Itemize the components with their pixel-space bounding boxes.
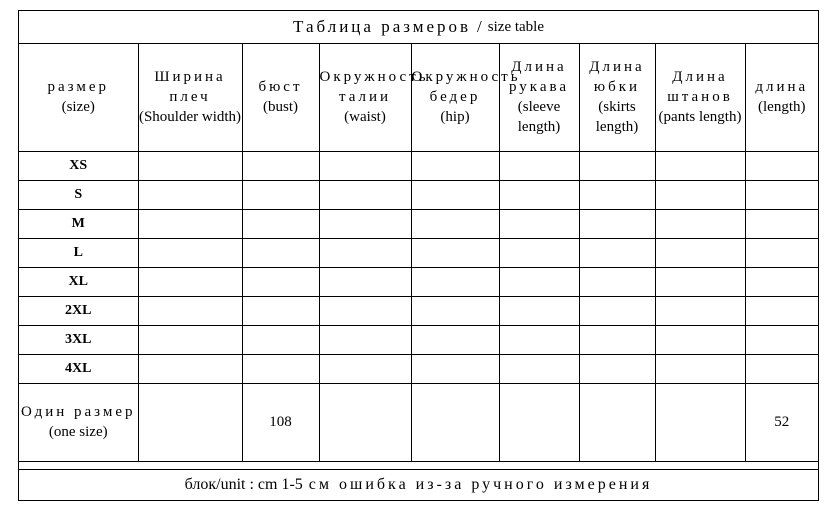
table-cell: [745, 296, 818, 325]
table-cell: [138, 296, 242, 325]
table-cell: [655, 354, 745, 383]
table-title: [19, 11, 818, 44]
col-header-shoulder: Ширина плеч (Shoulder width): [138, 43, 242, 151]
table-cell: [655, 296, 745, 325]
table-cell: [655, 325, 745, 354]
footer-note: [19, 469, 818, 500]
table-cell: [579, 296, 655, 325]
table-cell: [655, 151, 745, 180]
table-cell: [242, 180, 319, 209]
table-cell: [138, 354, 242, 383]
size-label: L: [19, 238, 138, 267]
table-cell: [499, 383, 579, 461]
title-en: size table: [487, 18, 545, 35]
table-cell: [579, 151, 655, 180]
col-header-length: длина (length): [745, 43, 818, 151]
table-cell: [242, 354, 319, 383]
table-cell: [411, 325, 499, 354]
header-row: [19, 43, 818, 151]
table-cell: [579, 383, 655, 461]
table-cell: [655, 180, 745, 209]
table-cell: [411, 296, 499, 325]
table-cell: [745, 180, 818, 209]
table-cell: [242, 238, 319, 267]
table-cell: [499, 209, 579, 238]
table-cell: [579, 325, 655, 354]
table-cell: [499, 180, 579, 209]
size-label: 3XL: [19, 325, 138, 354]
table-cell: [411, 267, 499, 296]
size-label: 4XL: [19, 354, 138, 383]
table-cell: [499, 151, 579, 180]
table-cell: [319, 296, 411, 325]
table-cell: [319, 238, 411, 267]
table-cell: [138, 151, 242, 180]
footer-ru: см ошибка из-за ручного измерения: [308, 476, 653, 493]
table-cell: [319, 267, 411, 296]
table-cell: [579, 180, 655, 209]
table-cell: [745, 325, 818, 354]
table-cell: [499, 238, 579, 267]
table-cell: [745, 354, 818, 383]
table-cell: [655, 267, 745, 296]
table-cell: [411, 383, 499, 461]
table-cell: [655, 238, 745, 267]
table-cell: [579, 238, 655, 267]
table-cell: [242, 267, 319, 296]
table-cell: [319, 383, 411, 461]
table-row: [19, 151, 818, 180]
table-cell: [655, 209, 745, 238]
table-cell: [242, 325, 319, 354]
table-cell: [242, 209, 319, 238]
one-size-length: 52: [745, 383, 818, 461]
col-header-bust: бюст (bust): [242, 43, 319, 151]
table-cell: [138, 180, 242, 209]
title-ru: Таблица размеров: [292, 17, 472, 36]
col-header-hip: Окружность бедер (hip): [411, 43, 499, 151]
size-label: S: [19, 180, 138, 209]
size-table: [19, 43, 818, 462]
table-cell: [411, 354, 499, 383]
table-cell: [138, 383, 242, 461]
table-cell: [242, 296, 319, 325]
table-row: [19, 238, 818, 267]
title-separator: /: [477, 17, 482, 36]
table-row: [19, 325, 818, 354]
table-cell: [745, 209, 818, 238]
table-cell: [138, 267, 242, 296]
table-cell: [745, 267, 818, 296]
table-cell: [138, 325, 242, 354]
table-row: [19, 180, 818, 209]
table-cell: [319, 354, 411, 383]
size-label: 2XL: [19, 296, 138, 325]
table-row: [19, 267, 818, 296]
table-cell: [319, 325, 411, 354]
col-header-pants: Длина штанов (pants length): [655, 43, 745, 151]
col-header-sleeve: Длина рукава (sleeve length): [499, 43, 579, 151]
table-cell: [242, 151, 319, 180]
table-cell: [319, 151, 411, 180]
col-header-waist: Окружность талии (waist): [319, 43, 411, 151]
size-label: XL: [19, 267, 138, 296]
one-size-label: Один размер (one size): [19, 383, 138, 461]
one-size-bust: 108: [242, 383, 319, 461]
table-cell: [499, 296, 579, 325]
col-header-skirt: Длина юбки (skirts length): [579, 43, 655, 151]
table-cell: [319, 209, 411, 238]
table-cell: [745, 151, 818, 180]
table-cell: [579, 267, 655, 296]
one-size-row: [19, 383, 818, 461]
table-cell: [319, 180, 411, 209]
table-cell: [411, 151, 499, 180]
table-cell: [655, 383, 745, 461]
table-row: [19, 354, 818, 383]
table-cell: [411, 180, 499, 209]
footer-prefix: блок/unit : cm 1-5: [184, 476, 303, 493]
table-cell: [138, 209, 242, 238]
table-cell: [411, 238, 499, 267]
table-cell: [499, 325, 579, 354]
table-cell: [411, 209, 499, 238]
table-row: [19, 209, 818, 238]
table-cell: [499, 267, 579, 296]
size-table-sheet: [18, 10, 819, 501]
size-label: XS: [19, 151, 138, 180]
table-cell: [579, 354, 655, 383]
table-cell: [138, 238, 242, 267]
size-label: M: [19, 209, 138, 238]
table-row: [19, 296, 818, 325]
table-cell: [499, 354, 579, 383]
col-header-size: размер (size): [19, 43, 138, 151]
table-cell: [745, 238, 818, 267]
table-cell: [579, 209, 655, 238]
